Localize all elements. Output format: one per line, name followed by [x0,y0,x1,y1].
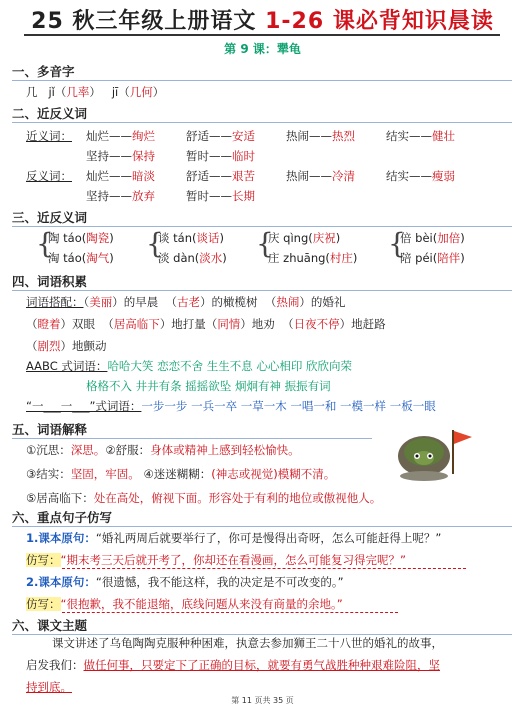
reading-1: jǐ（ [48,85,67,99]
char-pair-1a: 陶 táo(陶瓷) [48,231,114,245]
section-divider [12,290,512,291]
reading-2-word: 几何 [129,85,153,99]
title-part2: 1-26 课必背知识晨读 [265,9,494,34]
turtle-icon [394,424,480,484]
collocation-row-3: （剧烈）地颤动 [26,339,107,353]
synonym-pair-6: 暂时——临时 [186,149,255,163]
original-sentence-1: 1.课本原句：“婚礼两周后就要举行了，你可是慢得出奇呀，怎么可能赶得上呢？” [26,531,442,545]
aabc-row-1: AABC 式词语：哈哈大笑 恋恋不舍 生生不息 心心相印 欣欣向荣 [26,359,353,373]
theme-paragraph-line-1: 课文讲述了乌龟陶陶克服种种困难，执意去参加狮王二十八世的婚礼的故事， [52,636,443,650]
yi-yi-row: “一___一___”式词语：一步一步 一兵一卒 一草一木 一唱一和 一模一样 一板一眼 [26,399,436,413]
section-synonym-title: 二、近反义词 [12,106,88,121]
reading-2: jī（ [111,85,130,99]
antonym-pair-2: 舒适——艰苦 [186,169,255,183]
antonym-pair-6: 暂时——长期 [186,189,255,203]
char-pair-2a: 谈 tán(谈话) [158,231,224,245]
antonym-label-row [26,168,72,184]
collocation-row-1: 词语搭配：（美丽）的早晨 （古老）的橄榄树 （热闹）的婚礼 [26,295,346,309]
char-pair-4b: 陪 péi(陪伴) [400,251,465,265]
synonym-pair-1: 灿烂——绚烂 [86,129,155,143]
section-imitation-title: 六、重点句子仿写 [12,510,113,525]
synonym-row-1 [26,128,72,144]
brace: { [256,227,274,260]
section-divider [12,526,512,527]
synonym-pair-5: 坚持——保持 [86,149,155,163]
char-pair-3a: 庆 qìng(庆祝) [268,231,341,245]
page-title [0,4,525,35]
section-divider [12,80,512,81]
section-explain-title: 五、词语解释 [12,422,88,437]
section-divider [12,438,372,439]
synonym-label: 近义词： [26,129,72,143]
collocation-row-2: （瞪着）双眼 （居高临下）地打量（同情）地劝 （日夜不停）地赶路 [26,317,386,331]
explain-row-1: ①沉思：深思。②舒服：身体或精神上感到轻松愉快。 [26,443,300,457]
section-polyphone-title: 一、多音字 [12,64,75,79]
antonym-label: 反义词： [26,169,72,183]
imitation-1: 仿写：“期末考三天后就开考了，你却还在看漫画，怎么可能复习得完呢？” [26,553,406,567]
explain-row-2: ③结实：坚固，牢固。 ④迷迷糊糊：(神志或视觉)模糊不清。 [26,467,336,481]
imitation-2: 仿写：“很抱歉，我不能退缩，底线问题从来没有商量的余地。” [26,597,343,611]
polyphone-char: 几 [26,85,38,99]
antonym-pair-5: 坚持——放弃 [86,189,155,203]
brace: { [388,227,406,260]
section-similar-chars-title: 三、近反义词 [12,210,88,225]
section-vocab-title: 四、词语积累 [12,274,88,289]
antonym-pair-1: 灿烂——暗淡 [86,169,155,183]
antonym-pair-4: 结实——瘦弱 [386,169,455,183]
char-pair-1b: 淘 táo(淘气) [48,251,114,265]
explain-row-3: ⑤居高临下：处在高处，俯视下面。形容处于有利的地位或傲视他人。 [26,491,382,505]
brace: { [36,227,54,260]
title-underline [24,34,500,36]
polyphone-row [26,84,164,100]
theme-paragraph-line-3: 持到底。 [26,680,72,694]
aabc-row-2: 格格不入 井井有条 摇摇欲坠 炯炯有神 振振有词 [86,379,331,393]
char-pair-3b: 庄 zhuāng(村庄) [268,251,358,265]
antonym-pair-3: 热闹——冷清 [286,169,355,183]
char-pair-4a: 倍 bèi(加倍) [400,231,465,245]
original-sentence-2: 2.课本原句：“很遗憾，我不能这样，我的决定是不可改变的。” [26,575,344,589]
synonym-pair-2: 舒适——安适 [186,129,255,143]
char-pair-2b: 淡 dàn(淡水) [158,251,227,265]
synonym-pair-3: 热闹——热烈 [286,129,355,143]
page-footer: 第 11 页共 35 页 [231,696,294,705]
reading-1-word: 几率 [66,85,90,99]
synonym-pair-4: 结实——健壮 [386,129,455,143]
underline [62,568,466,569]
title-part1: 25 秋三年级上册语文 [31,9,257,34]
section-divider [12,122,512,123]
section-theme-title: 六、课文主题 [12,618,88,633]
reading-2-close: ） [152,85,165,99]
reading-1-close: ） [89,85,101,99]
theme-paragraph-line-2: 启发我们：做任何事，只要定下了正确的目标，就要有勇气战胜种种艰难险阻，坚 [26,658,440,672]
brace: { [146,227,164,260]
underline [62,612,398,613]
lesson-subtitle: 第 9 课：犟龟 [224,42,301,56]
